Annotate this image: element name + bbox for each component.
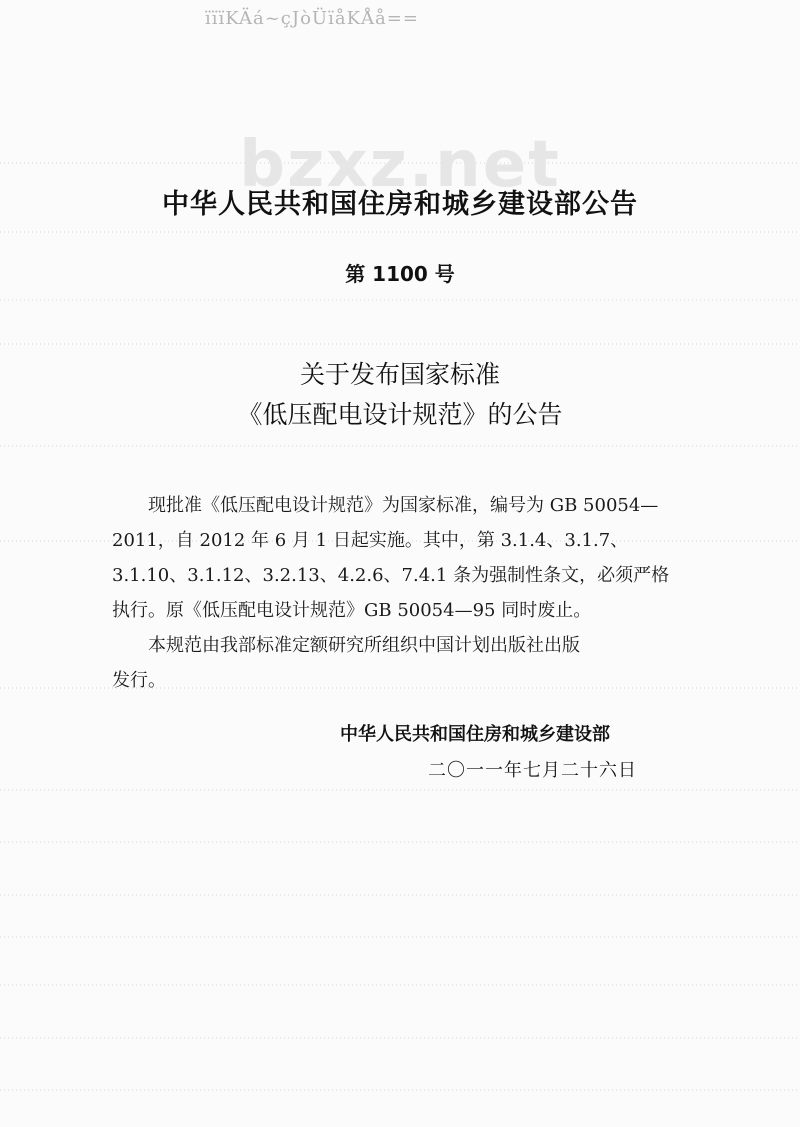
paragraph-1-line: 现批准《低压配电设计规范》为国家标准，编号为 GB 50054—: [112, 495, 659, 516]
issuer-signature: 中华人民共和国住房和城乡建设部: [340, 724, 610, 745]
paragraph-1-line: 2011，自 2012 年 6 月 1 日起实施。其中，第 3.1.4、3.1.7、: [112, 530, 629, 551]
paragraph-2-line: 本规范由我部标准定额研究所组织中国计划出版社出版: [112, 635, 580, 656]
issue-date: 二〇一一年七月二十六日: [428, 760, 637, 781]
paragraph-2-line: 发行。: [112, 670, 166, 691]
paragraph-2: [112, 628, 722, 698]
header-garbled-text: ïïïKÄá~çJòÜïåKÅå==: [205, 8, 419, 29]
subtitle-line-2: 《低压配电设计规范》的公告: [237, 400, 563, 429]
announcement-title: 中华人民共和国住房和城乡建设部公告: [162, 189, 638, 220]
paragraph-1-line: 执行。原《低压配电设计规范》GB 50054—95 同时废止。: [112, 600, 592, 621]
paragraph-1-line: 3.1.10、3.1.12、3.2.13、4.2.6、7.4.1 条为强制性条文，必须严格: [112, 565, 670, 586]
announcement-number: 第 1100 号: [345, 262, 455, 286]
subtitle-line-1: 关于发布国家标准: [299, 360, 500, 389]
watermark: bzxz.net: [239, 128, 561, 202]
paragraph-1: [112, 488, 722, 628]
